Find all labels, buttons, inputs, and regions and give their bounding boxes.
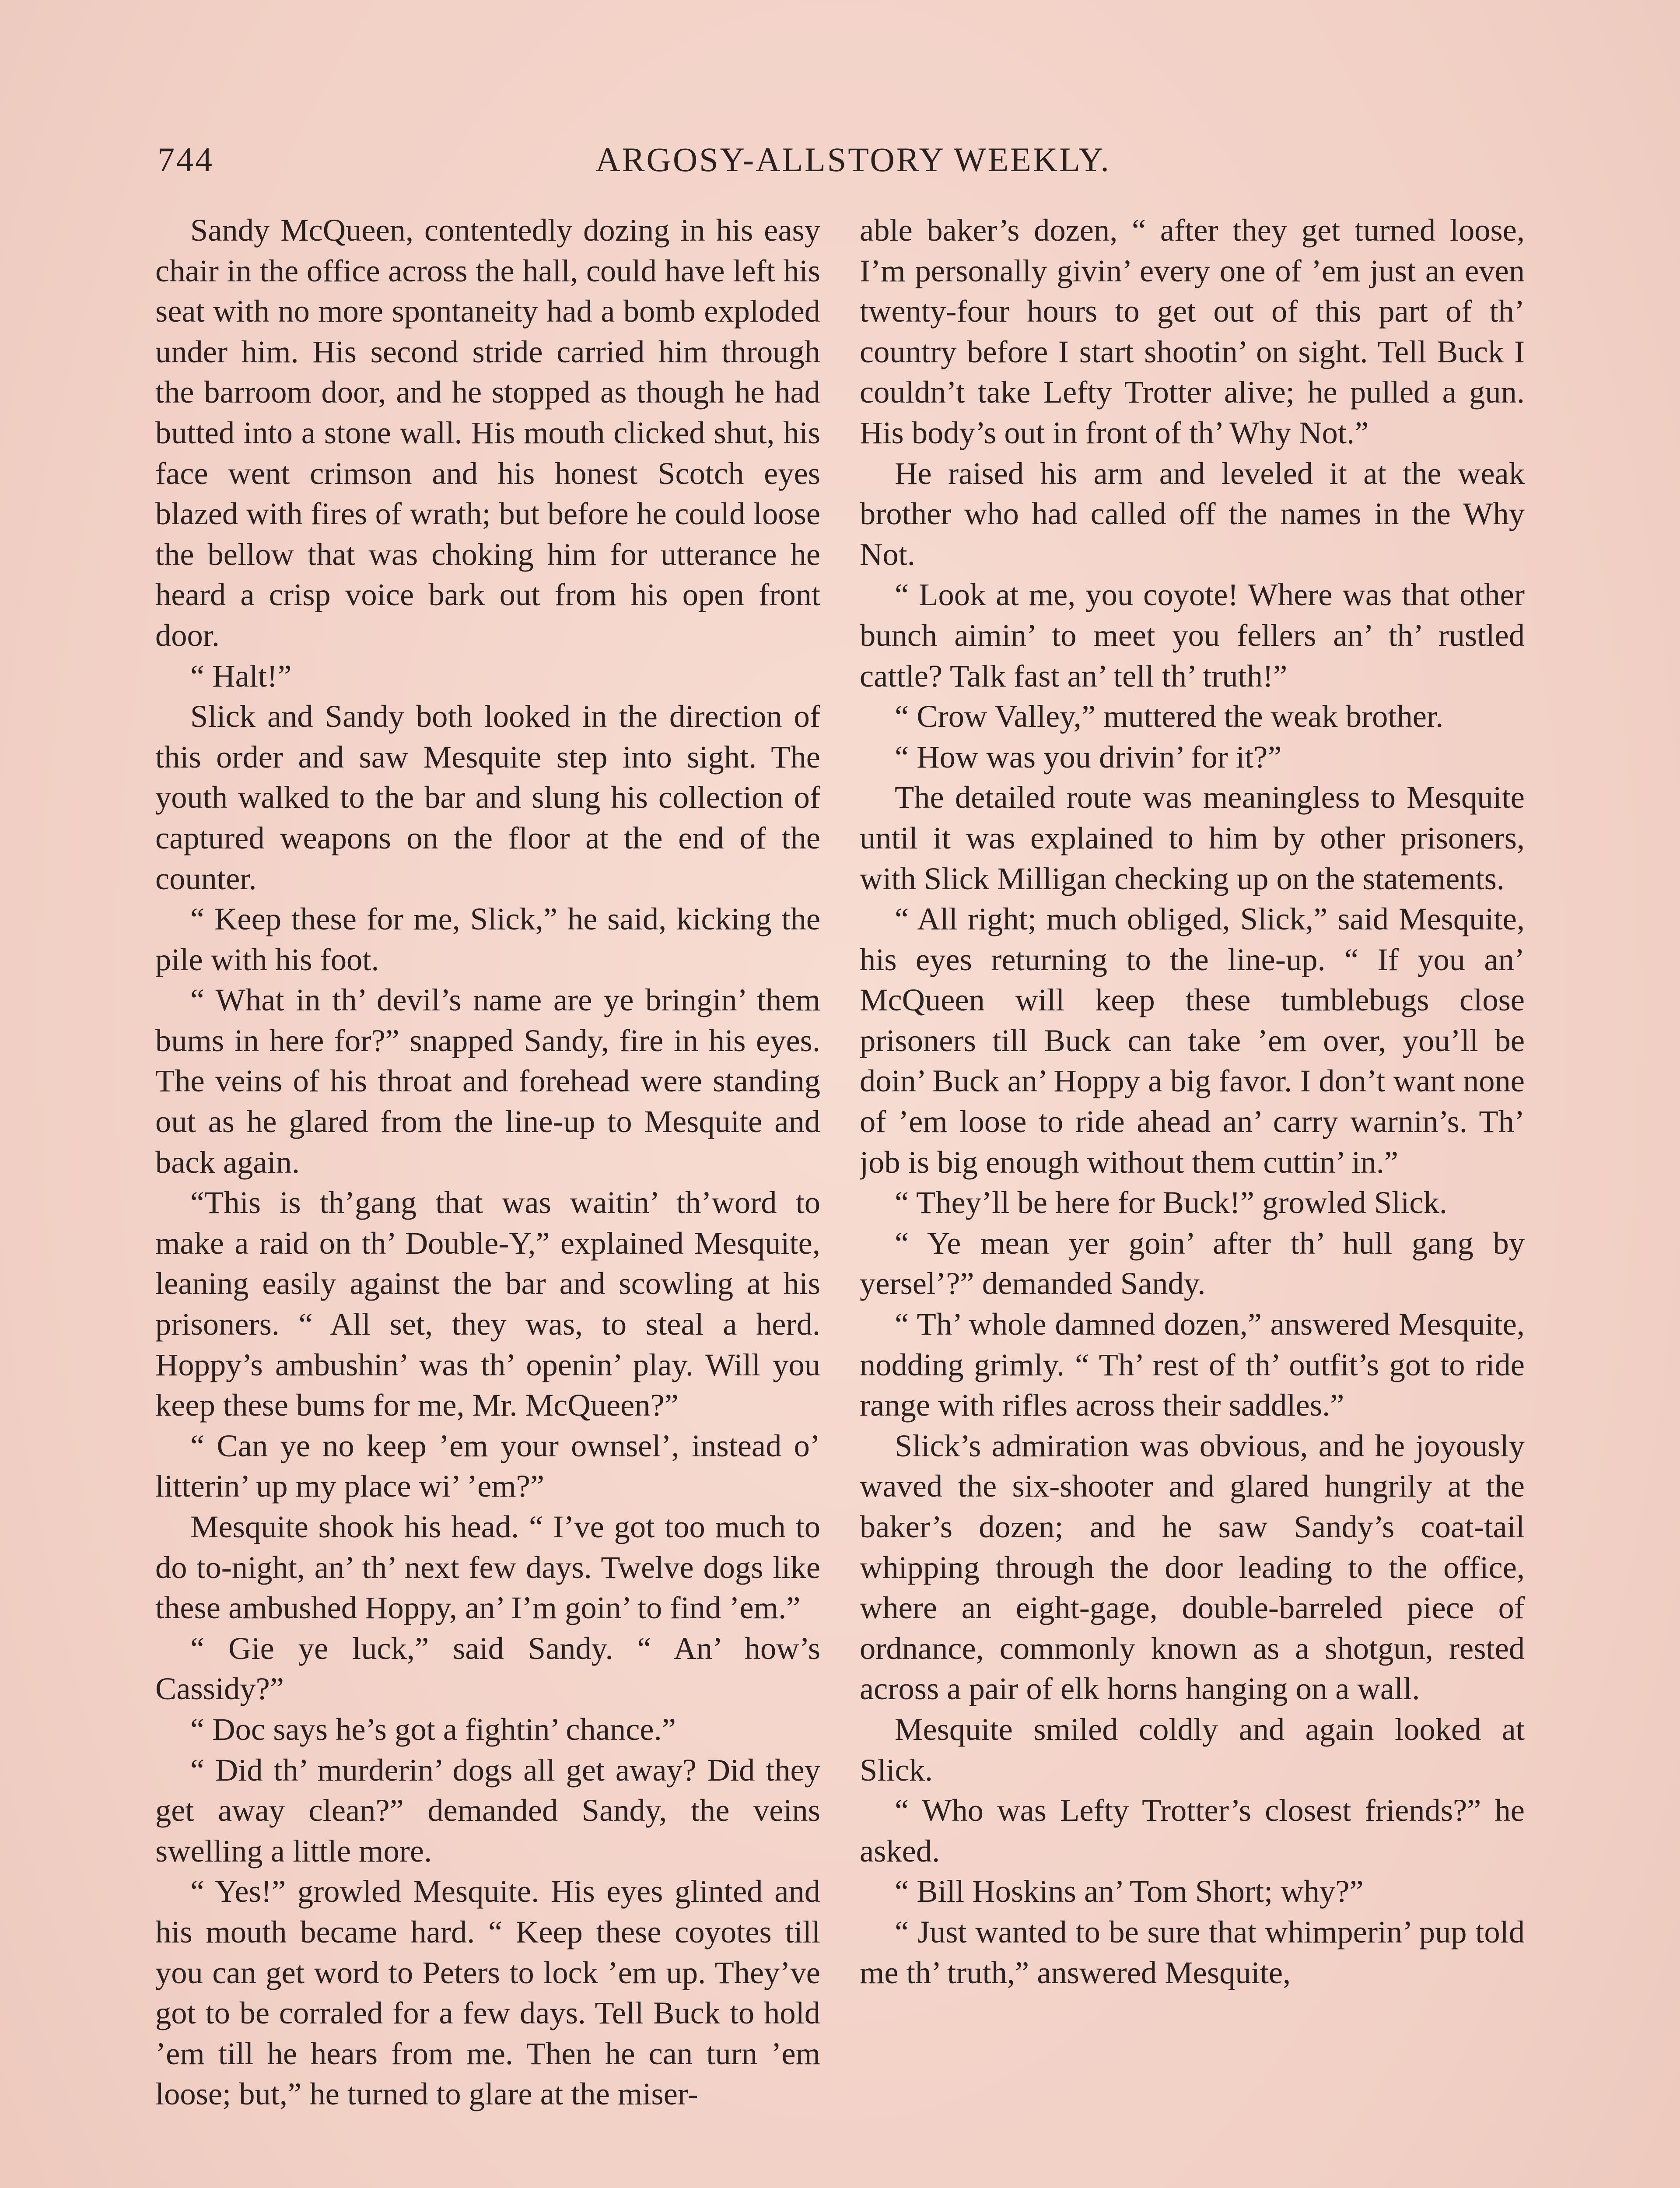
- paragraph: “ How was you drivin’ for it?”: [895, 739, 1282, 775]
- paragraph: “ Keep these for me, Slick,” he said, kicking the pile with his foot.: [155, 901, 820, 977]
- left-column: [155, 210, 820, 2188]
- running-head: ARGOSY-ALLSTORY WEEKLY.: [595, 140, 1111, 179]
- paragraph: “ Doc says he’s got a fightin’ chance.”: [190, 1711, 676, 1747]
- paragraph: “ Gie ye luck,” said Sandy. “ An’ how’s Cassidy?”: [155, 1630, 820, 1707]
- page-header: [153, 131, 1553, 184]
- paragraph: “ What in th’ devil’s name are ye bringin’ them bums in here for?” snapped Sandy, fire in his eyes. The veins of his throat and forehead were standing out as he glared from the line-up to Mesquite and back again.: [155, 982, 820, 1180]
- right-column: [860, 210, 1525, 2188]
- paragraph: “This is th’gang that was waitin’ th’word to make a raid on th’ Double-Y,” explained Mesquite, leaning easily against the bar and scowling at his prisoners. “ All set, they was, to steal a herd. Hoppy’s ambushin’ was th’ openin’ play. Will you keep these bums for me, Mr. McQueen?”: [155, 1185, 820, 1423]
- paragraph: Mesquite smiled coldly and again looked at Slick.: [860, 1711, 1525, 1788]
- paragraph: “ Ye mean yer goin’ after th’ hull gang by yersel’?” demanded Sandy.: [860, 1225, 1525, 1301]
- paragraph-continuation: able baker’s dozen, “ after they get turned loose, I’m personally givin’ every one of ’em just an even twenty-four hours to get out of this part of th’ country before I start shootin’ on sight. Tell Buck I couldn’t take Lefty Trotter alive; he pulled a gun. His body’s out in front of th’ Why Not.”: [860, 212, 1525, 450]
- paragraph: “ Did th’ murderin’ dogs all get away? Did they get away clean?” demanded Sandy, the veins swelling a little more.: [155, 1752, 820, 1869]
- paragraph: The detailed route was meaningless to Mesquite until it was explained to him by other prisoners, with Slick Milligan checking up on the statements.: [860, 779, 1525, 896]
- paragraph: “ Bill Hoskins an’ Tom Short; why?”: [895, 1873, 1364, 1909]
- paragraph: “ Look at me, you coyote! Where was that other bunch aimin’ to meet you fellers an’ th’ rustled cattle? Talk fast an’ tell th’ truth!”: [860, 577, 1525, 694]
- paragraph: “ Who was Lefty Trotter’s closest friends?” he asked.: [860, 1792, 1525, 1869]
- paragraph: Slick’s admiration was obvious, and he joyously waved the six-shooter and glared hungrily at the baker’s dozen; and he saw Sandy’s coat-tail whipping through the door leading to the office, where an eight-gage, double-barreled piece of ordnance, commonly known as a shotgun, rested across a pair of elk horns hanging on a wall.: [860, 1427, 1525, 1707]
- paragraph: “ Yes!” growled Mesquite. His eyes glinted and his mouth became hard. “ Keep these coyotes till you can get word to Peters to lock ’em up. They’ve got to be corraled for a few days. Tell Buck to hold ’em till he hears from me. Then he can turn ’em loose; but,” he turned to glare at the miser-: [155, 1873, 820, 2112]
- paragraph: “ All right; much obliged, Slick,” said Mesquite, his eyes returning to the line-up. “ If you an’ McQueen will keep these tumblebugs close prisoners till Buck can take ’em over, you’ll be doin’ Buck an’ Hoppy a big favor. I don’t want none of ’em loose to ride ahead an’ carry warnin’s. Th’ job is big enough without them cuttin’ in.”: [860, 901, 1525, 1180]
- paragraph: “ They’ll be here for Buck!” growled Slick.: [895, 1185, 1447, 1220]
- paragraph: “ Th’ whole damned dozen,” answered Mesquite, nodding grimly. “ Th’ rest of th’ outfit’s got to ride range with rifles across their saddles.”: [860, 1306, 1525, 1423]
- paragraph: “ Just wanted to be sure that whimperin’ pup told me th’ truth,” answered Mesquite,: [860, 1914, 1525, 1990]
- paragraph: Slick and Sandy both looked in the direction of this order and saw Mesquite step into sight. The youth walked to the bar and slung his collection of captured weapons on the floor at the end of the counter.: [155, 698, 820, 896]
- paragraph: He raised his arm and leveled it at the weak brother who had called off the names in the Why Not.: [860, 455, 1525, 572]
- page-number: 744: [158, 140, 214, 179]
- paragraph: “ Crow Valley,” muttered the weak brother.: [895, 698, 1444, 734]
- paragraph: Sandy McQueen, contentedly dozing in his easy chair in the office across the hall, could have left his seat with no more spontaneity had a bomb exploded under him. His second stride carried him through the barroom door, and he stopped as though he had butted into a stone wall. His mouth clicked shut, his face went crimson and his honest Scotch eyes blazed with fires of wrath; but before he could loose the bellow that was choking him for utterance he heard a crisp voice bark out from his open front door.: [155, 212, 820, 653]
- paragraph: Mesquite shook his head. “ I’ve got too much to do to-night, an’ th’ next few days. Twelve dogs like these ambushed Hoppy, an’ I’m goin’ to find ’em.”: [155, 1509, 820, 1626]
- paragraph: “ Can ye no keep ’em your ownsel’, instead o’ litterin’ up my place wi’ ’em?”: [155, 1427, 820, 1504]
- paragraph: “ Halt!”: [190, 658, 292, 694]
